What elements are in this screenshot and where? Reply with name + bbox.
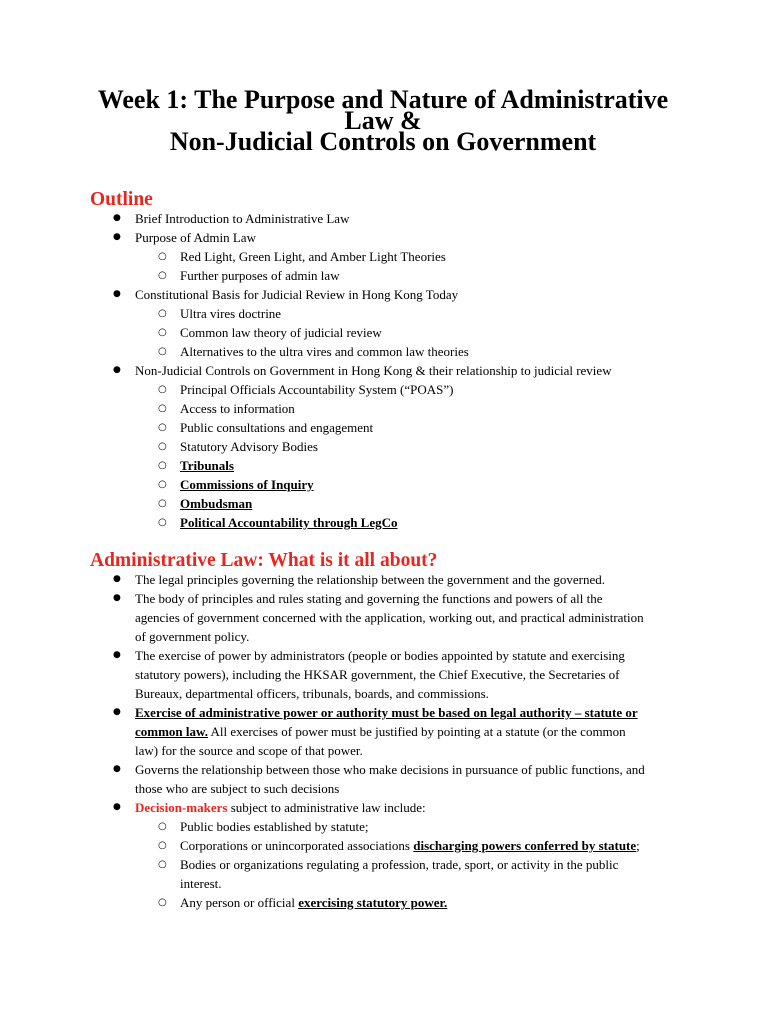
outline-item-text: Non-Judicial Controls on Government in Hong Kong & their relationship to judicial review <box>135 363 612 378</box>
bullet-text: Bureaux, departmental officers, tribunals, boards, and commissions. <box>135 686 489 701</box>
outline-subitem: ○ Public consultations and engagement <box>135 418 676 437</box>
outline-item <box>90 285 676 361</box>
outline-heading: Outline <box>90 189 153 210</box>
outline-item <box>90 361 676 532</box>
bullet-text: subject to administrative law include: <box>227 800 426 815</box>
subitem-text: Corporations or unincorporated associations <box>180 838 414 853</box>
outline-subitem <box>135 513 676 532</box>
subitem-text: Bodies or organizations regulating a profession, trade, sport, or activity in the public <box>180 857 619 872</box>
outline-subitem: ○ Access to information <box>135 399 676 418</box>
subitem-emphasis: discharging powers conferred by statute <box>413 838 637 853</box>
outline-subitem-emphasis: Commissions of Inquiry <box>180 477 314 492</box>
outline-subitem: ○ Alternatives to the ultra vires and common law theories <box>135 342 676 361</box>
decision-makers-sublist <box>135 817 676 912</box>
outline-item <box>90 228 676 285</box>
outline-subitem: ○ Red Light, Green Light, and Amber Light Theories <box>135 247 676 266</box>
bullet-text: law) for the source and scope of that power. <box>135 743 363 758</box>
document-title <box>90 85 676 156</box>
outline-item-text: Purpose of Admin Law <box>135 230 256 245</box>
bullet-text: of government policy. <box>135 629 250 644</box>
outline-subitem-emphasis: Ombudsman <box>180 496 253 511</box>
bullet-text: Governs the relationship between those who make decisions in pursuance of public functions, and <box>135 762 645 777</box>
subitem-text: ; <box>636 838 640 853</box>
outline-subitem: ○ Statutory Advisory Bodies <box>135 437 676 456</box>
admin-law-bullet <box>90 570 676 589</box>
outline-subitem <box>135 494 676 513</box>
outline-sublist <box>135 380 676 532</box>
decision-makers-term: Decision-makers <box>135 800 228 815</box>
outline-sublist <box>135 304 676 361</box>
title-line-2: Non-Judicial Controls on Government <box>169 127 597 156</box>
subitem-text: Public bodies established by statute; <box>180 819 369 834</box>
outline-subitem <box>135 475 676 494</box>
title-line-1: Week 1: The Purpose and Nature of Administrative Law & <box>97 85 669 135</box>
bullet-text: The body of principles and rules stating and governing the functions and powers of all the <box>135 591 603 606</box>
subitem-emphasis: exercising statutory power. <box>298 895 448 910</box>
subitem-text: interest. <box>180 876 222 891</box>
admin-law-bullet <box>90 798 676 912</box>
outline-subitem-emphasis: Political Accountability through LegCo <box>180 515 398 530</box>
bullet-text: statutory powers), including the HKSAR government, the Chief Executive, the Secretaries of <box>135 667 620 682</box>
subitem-text: Any person or official <box>180 895 299 910</box>
decision-maker-item <box>135 836 676 855</box>
outline-subitem: ○ Ultra vires doctrine <box>135 304 676 323</box>
outline-item <box>90 209 676 228</box>
bullet-text: The exercise of power by administrators (people or bodies appointed by statute and exercising <box>135 648 625 663</box>
bullet-text: those who are subject to such decisions <box>135 781 340 796</box>
outline-subitem: ○ Common law theory of judicial review <box>135 323 676 342</box>
outline-subitem <box>135 456 676 475</box>
decision-maker-item <box>135 817 676 836</box>
decision-maker-item <box>135 893 676 912</box>
outline-subitem: ○ Further purposes of admin law <box>135 266 676 285</box>
admin-law-bullet <box>90 646 676 703</box>
admin-law-bullet <box>90 703 676 760</box>
admin-law-list <box>90 570 676 912</box>
outline-item-text: Constitutional Basis for Judicial Review in Hong Kong Today <box>135 287 459 302</box>
bullet-emphasis: Exercise of administrative power or authority must be based on legal authority – statute or <box>135 705 638 720</box>
outline-list <box>90 209 676 532</box>
admin-law-bullet <box>90 760 676 798</box>
admin-law-heading: Administrative Law: What is it all about? <box>90 550 438 571</box>
outline-subitem: ○ Principal Officials Accountability System (“POAS”) <box>135 380 676 399</box>
outline-subitem-emphasis: Tribunals <box>180 458 234 473</box>
admin-law-bullet <box>90 589 676 646</box>
bullet-text: agencies of government concerned with the application, working out, and practical administration <box>135 610 644 625</box>
bullet-text: All exercises of power must be justified by pointing at a statute (or the common <box>207 724 626 739</box>
bullet-text: The legal principles governing the relationship between the government and the governed. <box>135 572 606 587</box>
outline-item-text: Brief Introduction to Administrative Law <box>135 211 350 226</box>
decision-maker-item <box>135 855 676 893</box>
outline-sublist <box>135 247 676 285</box>
bullet-emphasis: common law. <box>135 724 208 739</box>
